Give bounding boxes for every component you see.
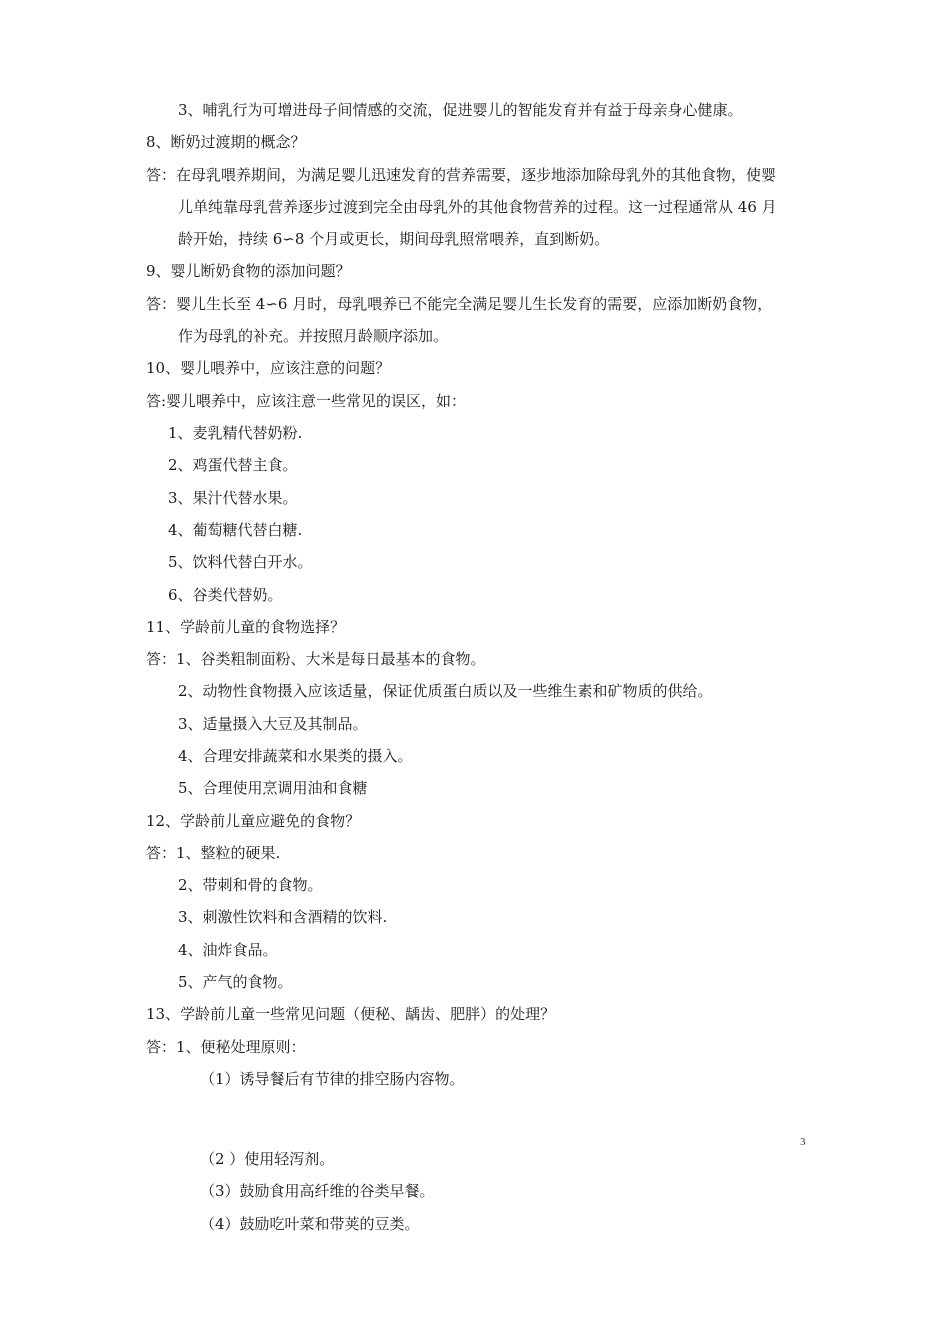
list-item: 5、饮料代替白开水。: [168, 553, 313, 571]
list-item: （2 ）使用轻泻剂。: [200, 1150, 335, 1168]
list-item: （4）鼓励吃叶菜和带荚的豆类。: [200, 1215, 420, 1233]
question-heading: 12、学龄前儿童应避免的食物？: [146, 812, 361, 830]
list-item: 4、葡萄糖代替白糖.: [168, 521, 303, 539]
answer-line: 龄开始，持续 6∽8 个月或更长，期间母乳照常喂养，直到断奶。: [178, 230, 610, 248]
question-heading: 10、婴儿喂养中，应该注意的问题？: [146, 359, 391, 377]
answer-line: 答：在母乳喂养期间，为满足婴儿迅速发育的营养需要，逐步地添加除母乳外的其他食物，使婴: [146, 166, 777, 184]
text-line: 3、哺乳行为可增进母子间情感的交流，促进婴儿的智能发育并有益于母亲身心健康。: [178, 101, 743, 119]
list-item: 6、谷类代替奶。: [168, 586, 283, 604]
list-item: 5、产气的食物。: [178, 973, 293, 991]
answer-line: 答：1、便秘处理原则：: [146, 1038, 306, 1056]
question-heading: 13、学龄前儿童一些常见问题（便秘、龋齿、肥胖）的处理？: [146, 1005, 556, 1023]
answer-line: 答：婴儿生长至 4∽6 月时，母乳喂养已不能完全满足婴儿生长发育的需要，应添加断奶食物，: [146, 295, 773, 313]
answer-line: 答：1、谷类粗制面粉、大米是每日最基本的食物。: [146, 650, 486, 668]
answer-line: 儿单纯靠母乳营养逐步过渡到完全由母乳外的其他食物营养的过程。这一过程通常从 46 月: [178, 198, 777, 216]
list-item: 5、合理使用烹调用油和食糖: [178, 779, 368, 797]
list-item: 1、麦乳精代替奶粉.: [168, 424, 303, 442]
list-item: 2、动物性食物摄入应该适量，保证优质蛋白质以及一些维生素和矿物质的供给。: [178, 682, 713, 700]
question-heading: 9、婴儿断奶食物的添加问题？: [146, 262, 351, 280]
answer-line: 答:婴儿喂养中，应该注意一些常见的误区，如：: [146, 392, 467, 410]
list-item: 3、刺激性饮料和含酒精的饮料.: [178, 908, 388, 926]
answer-line: 作为母乳的补充。并按照月龄顺序添加。: [178, 327, 449, 345]
page-number: 3: [800, 1136, 806, 1148]
list-item: （1）诱导餐后有节律的排空肠内容物。: [200, 1070, 465, 1088]
list-item: 2、鸡蛋代替主食。: [168, 456, 298, 474]
list-item: 3、适量摄入大豆及其制品。: [178, 715, 368, 733]
list-item: 2、带刺和骨的食物。: [178, 876, 323, 894]
answer-line: 答：1、整粒的硬果.: [146, 844, 281, 862]
list-item: （3）鼓励食用高纤维的谷类早餐。: [200, 1182, 435, 1200]
list-item: 3、果汁代替水果。: [168, 489, 298, 507]
question-heading: 8、断奶过渡期的概念？: [146, 133, 306, 151]
list-item: 4、油炸食品。: [178, 941, 278, 959]
question-heading: 11、学龄前儿童的食物选择？: [146, 618, 346, 636]
list-item: 4、合理安排蔬菜和水果类的摄入。: [178, 747, 413, 765]
